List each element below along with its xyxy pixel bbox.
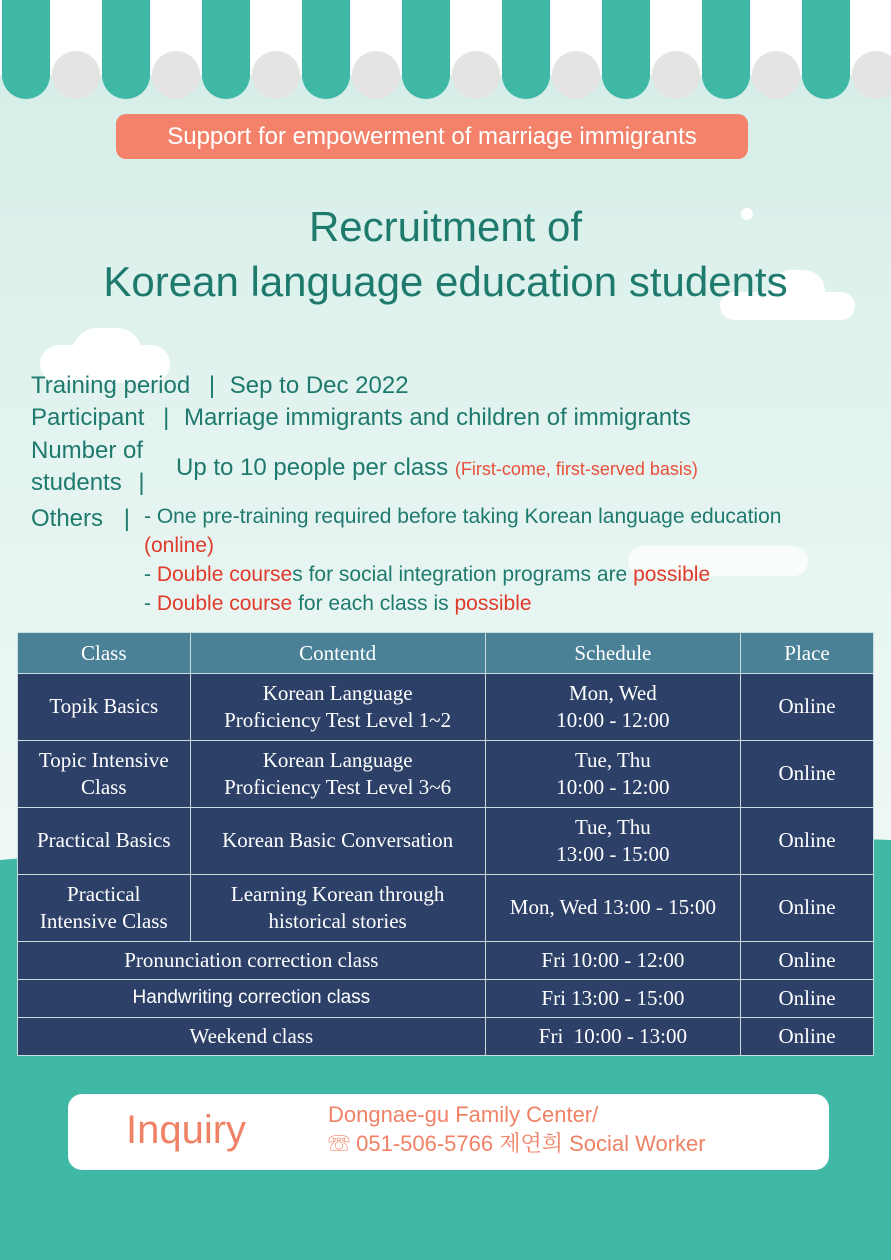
cell-content-line-1: Korean Language	[262, 747, 413, 772]
cell-class-line-1: Practical	[67, 881, 141, 906]
table-row	[18, 942, 874, 980]
table-row	[18, 980, 874, 1018]
header-schedule: Schedule	[485, 633, 740, 674]
others-line-2	[144, 560, 879, 589]
others-line-3	[144, 589, 879, 618]
number-note: (First-come, first-served basis)	[454, 459, 698, 479]
cell-class-merged: Weekend class	[18, 1018, 486, 1056]
cell-schedule: Mon, Wed 13:00 - 15:00	[485, 875, 740, 942]
training-period-value: Sep to Dec 2022	[229, 372, 409, 399]
cell-place: Online	[741, 741, 874, 808]
inquiry-label: Inquiry	[126, 1108, 247, 1152]
cell-place: Online	[741, 674, 874, 741]
others-line-2-highlight: Double course	[156, 563, 293, 586]
cell-content-line-1: Korean Language	[262, 680, 413, 705]
table-row	[18, 1018, 874, 1056]
table-row	[18, 808, 874, 875]
cell-class: Practical Basics	[18, 808, 191, 875]
number-label-2: students	[31, 469, 122, 496]
cell-content-line-2: historical stories	[268, 909, 407, 933]
cell-schedule	[485, 741, 740, 808]
inquiry-line-2: ☏ 051-506-5766 제연희 Social Worker	[328, 1130, 706, 1156]
cell-place: Online	[741, 942, 874, 980]
others-label-row	[31, 505, 130, 534]
others-line-2-text: s for social integration programs are	[292, 563, 634, 586]
cell-class-line-2: Class	[81, 775, 127, 799]
cloud-left-puff	[72, 328, 142, 378]
number-label-2-row	[31, 469, 145, 498]
participant-value: Marriage immigrants and children of immigrants	[183, 404, 691, 431]
cell-schedule: Fri 10:00 - 13:00	[485, 1018, 740, 1056]
others-line-3-dash: -	[144, 592, 157, 615]
separator: |	[163, 404, 170, 431]
inquiry-contact	[328, 1101, 706, 1158]
separator: |	[138, 469, 145, 496]
participant-row	[31, 404, 691, 433]
others-line-1b: (online)	[144, 534, 215, 557]
participant-label: Participant	[31, 404, 145, 431]
cell-class	[18, 875, 191, 942]
inquiry-box	[68, 1094, 829, 1170]
others-line-3-highlight: Double course	[156, 592, 293, 615]
training-period-label: Training period	[31, 372, 191, 399]
cell-content	[190, 875, 485, 942]
awning-decoration	[0, 0, 891, 106]
others-list	[144, 502, 879, 618]
others-label: Others	[31, 505, 104, 532]
cell-content	[190, 674, 485, 741]
cell-place: Online	[741, 1018, 874, 1056]
training-period-row	[31, 372, 409, 401]
others-line-3-text: for each class is	[292, 592, 455, 615]
cell-schedule	[485, 808, 740, 875]
cell-schedule-line-2: 13:00 - 15:00	[556, 842, 670, 866]
table-header-row	[18, 633, 874, 674]
cell-schedule-line-2: 10:00 - 12:00	[556, 775, 670, 799]
header-class: Class	[18, 633, 191, 674]
separator: |	[123, 505, 130, 532]
table-row	[18, 741, 874, 808]
cell-schedule-line-1: Mon, Wed	[568, 680, 657, 705]
header-place: Place	[741, 633, 874, 674]
banner: Support for empowerment of marriage immigrants	[116, 114, 748, 159]
cell-place: Online	[741, 808, 874, 875]
cell-schedule-line-2: 10:00 - 12:00	[556, 708, 670, 732]
cell-class-line-2: Intensive Class	[39, 909, 168, 933]
cell-schedule-line-1: Tue, Thu	[574, 747, 651, 772]
cell-class-merged: Pronunciation correction class	[18, 942, 486, 980]
cell-class-line-1: Topic Intensive	[38, 747, 169, 772]
table-row	[18, 674, 874, 741]
cell-content: Korean Basic Conversation	[190, 808, 485, 875]
others-line-2-possible: possible	[633, 563, 711, 586]
number-value-row	[176, 454, 698, 483]
others-line-1: - One pre-training required before taking Korean language education	[144, 505, 782, 528]
others-line-2-dash: -	[144, 563, 157, 586]
cell-schedule	[485, 674, 740, 741]
header-content: Contentd	[190, 633, 485, 674]
table-row	[18, 875, 874, 942]
others-line-3-possible: possible	[454, 592, 532, 615]
cell-class: Topik Basics	[18, 674, 191, 741]
cell-content-line-2: Proficiency Test Level 3~6	[224, 775, 452, 799]
inquiry-line-1: Dongnae-gu Family Center/	[328, 1102, 599, 1127]
title-line-1: Recruitment of	[308, 203, 583, 250]
title-line-2: Korean language education students	[103, 258, 788, 305]
cell-class	[18, 741, 191, 808]
cell-content-line-1: Learning Korean through	[230, 881, 445, 906]
cell-schedule-line-1: Tue, Thu	[574, 814, 651, 839]
cell-schedule: Fri 10:00 - 12:00	[485, 942, 740, 980]
cell-place: Online	[741, 980, 874, 1018]
cell-content-line-2: Proficiency Test Level 1~2	[224, 708, 452, 732]
cell-class-merged: Handwriting correction class	[18, 980, 486, 1018]
cell-content	[190, 741, 485, 808]
cell-place: Online	[741, 875, 874, 942]
number-value: Up to 10 people per class	[176, 454, 449, 481]
number-label-1: Number of	[31, 437, 144, 464]
separator: |	[208, 372, 216, 399]
cell-schedule: Fri 13:00 - 15:00	[485, 980, 740, 1018]
schedule-table	[17, 632, 874, 1056]
